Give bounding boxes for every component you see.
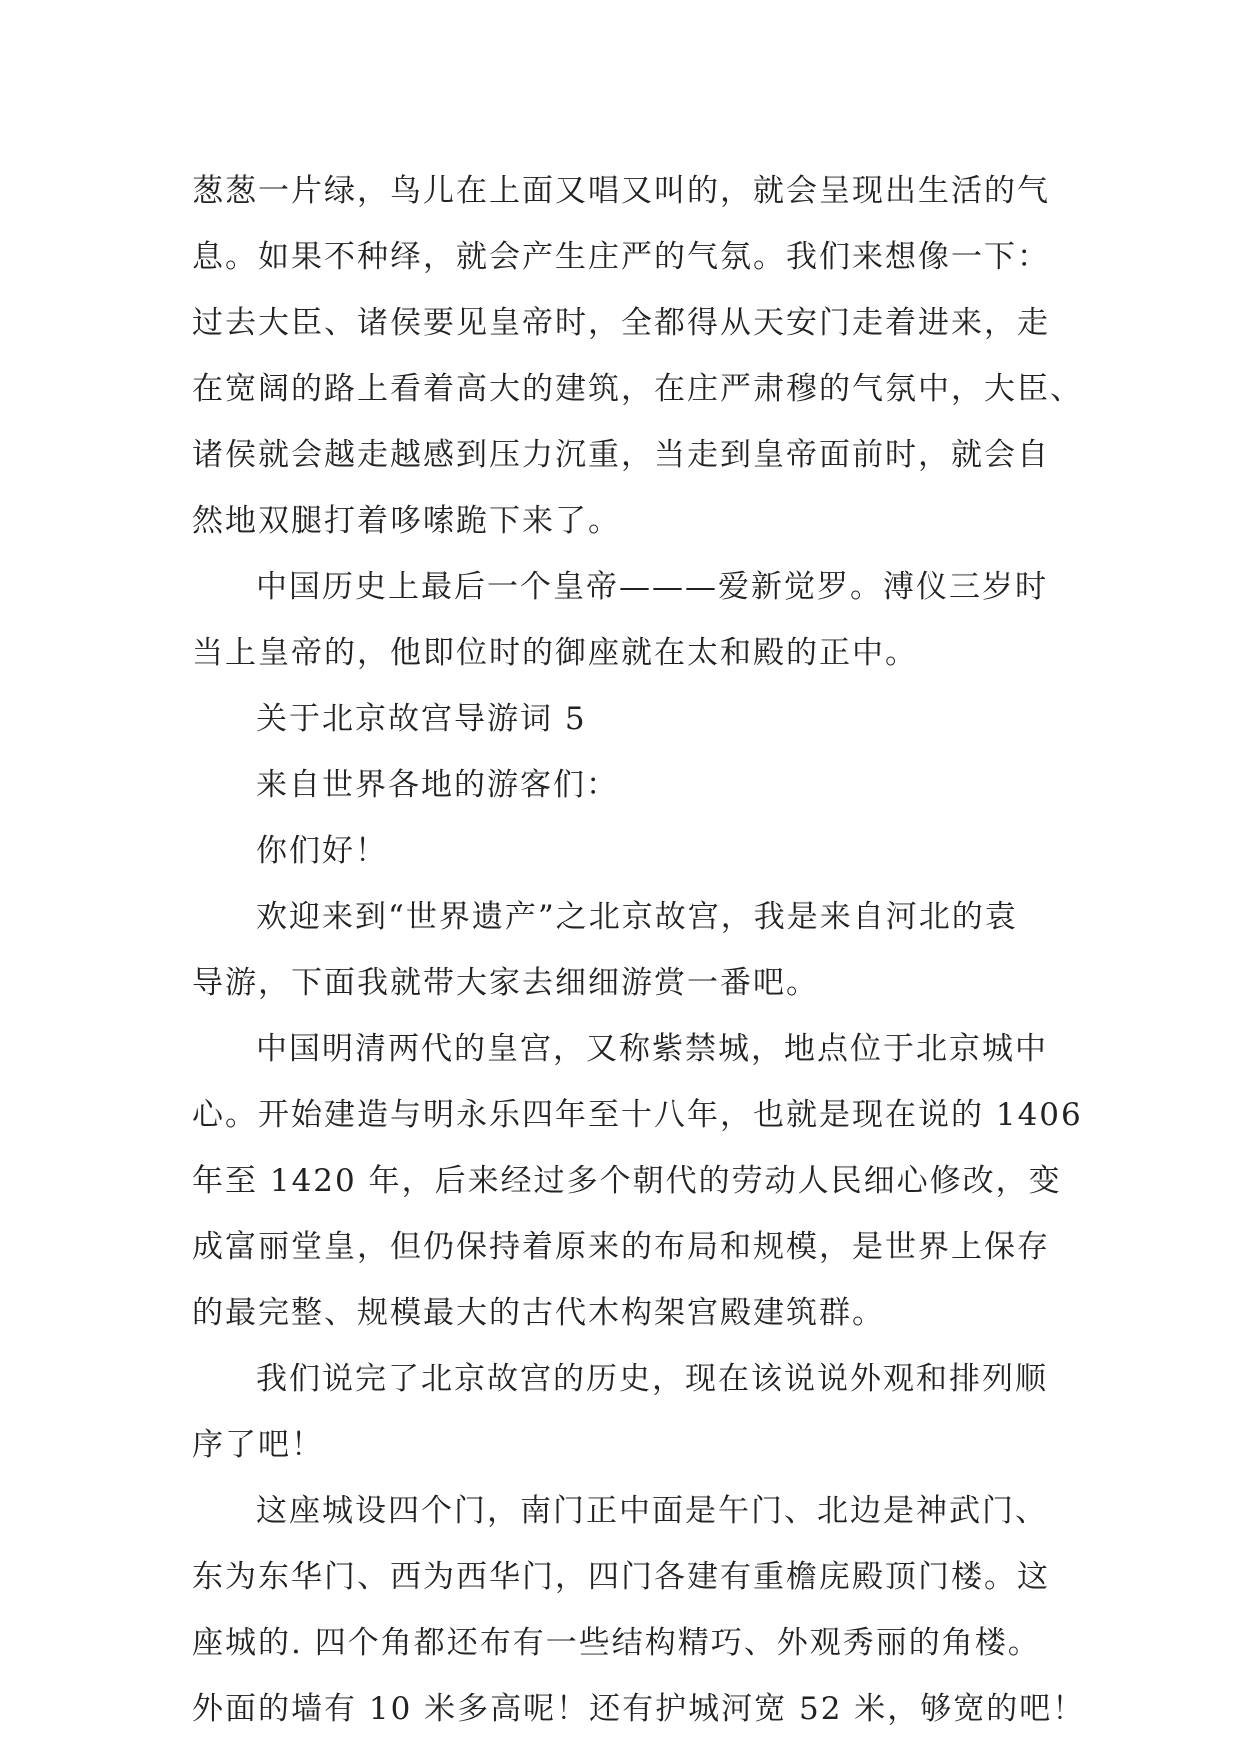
paragraph-start-line: 中国明清两代的皇宫，又称紫禁城，地点位于北京城中: [256, 1031, 1048, 1067]
text-line: 座城的. 四个角都还布有一些结构精巧、外观秀丽的角楼。: [192, 1625, 1041, 1661]
text-line: 过去大臣、诸侯要见皇帝时，全都得从天安门走着进来，走: [192, 305, 1050, 341]
text-line: 当上皇帝的，他即位时的御座就在太和殿的正中。: [192, 635, 918, 671]
paragraph-start-line: 我们说完了北京故宫的历史，现在该说说外观和排列顺: [256, 1361, 1048, 1397]
greeting-line: 来自世界各地的游客们：: [256, 767, 619, 803]
text-line: 东为东华门、西为西华门，四门各建有重檐庑殿顶门楼。这: [192, 1559, 1050, 1595]
text-line: 然地双腿打着哆嗦跪下来了。: [192, 503, 621, 539]
document-body: [192, 158, 1086, 1742]
section-heading: 关于北京故宫导游词 5: [256, 701, 587, 737]
text-line: 外面的墙有 10 米多高呢！还有护城河宽 52 米，够宽的吧！: [192, 1691, 1086, 1727]
text-line: 序了吧！: [192, 1427, 324, 1463]
text-line: 的最完整、规模最大的古代木构架宫殿建筑群。: [192, 1295, 885, 1331]
paragraph-start-line: 中国历史上最后一个皇帝———爱新觉罗。溥仪三岁时: [256, 569, 1048, 605]
text-line: 导游，下面我就带大家去细细游赏一番吧。: [192, 965, 819, 1001]
text-line: 诸侯就会越走越感到压力沉重，当走到皇帝面前时，就会自: [192, 437, 1050, 473]
paragraph-start-line: 这座城设四个门，南门正中面是午门、北边是神武门、: [256, 1493, 1048, 1529]
text-line: 葱葱一片绿，鸟儿在上面又唱又叫的，就会呈现出生活的气: [192, 173, 1050, 209]
greeting-line: 你们好！: [256, 833, 388, 869]
text-line: 息。如果不种绎，就会产生庄严的气氛。我们来想像一下：: [192, 239, 1050, 275]
paragraph-start-line: 欢迎来到“世界遗产”之北京故宫，我是来自河北的袁: [256, 899, 1018, 935]
text-line: 年至 1420 年，后来经过多个朝代的劳动人民细心修改，变: [192, 1163, 1062, 1199]
text-line: 成富丽堂皇，但仍保持着原来的布局和规模，是世界上保存: [192, 1229, 1050, 1265]
text-line: 在宽阔的路上看着高大的建筑，在庄严肃穆的气氛中，大臣、: [192, 371, 1083, 407]
text-line: 心。开始建造与明永乐四年至十八年，也就是现在说的 1406: [192, 1097, 1083, 1133]
